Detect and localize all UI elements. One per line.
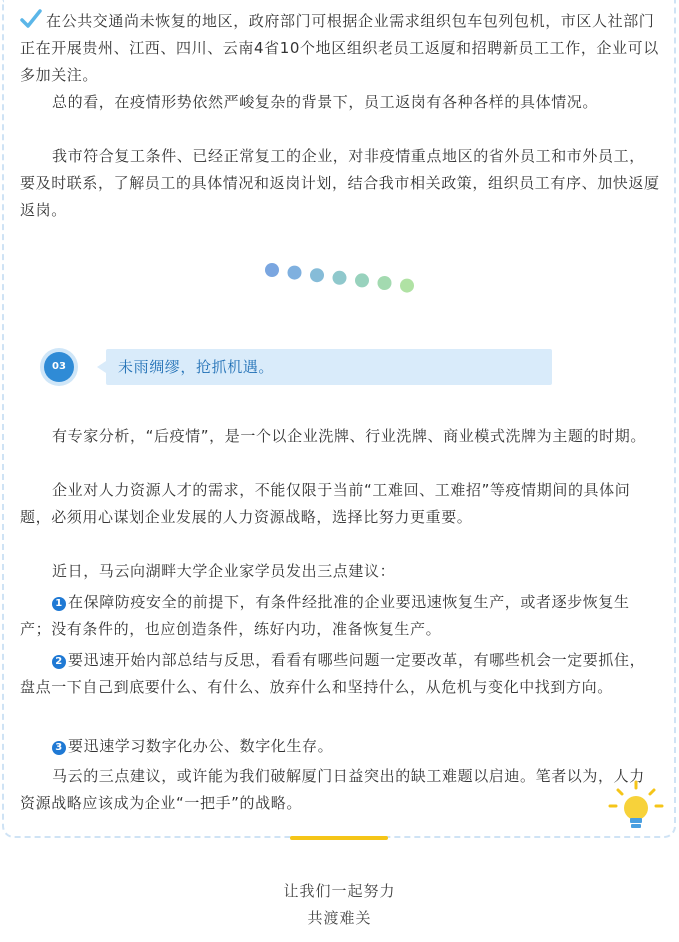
section-number: 03: [44, 352, 74, 382]
closing-line-1: 让我们一起努力: [283, 882, 396, 900]
advice-text-1: 在保障防疫安全的前提下，有条件经批准的企业要迅速恢复生产，或者逐步恢复生产；没有条件的，也应创造条件，练好内功，准备恢复生产。: [20, 593, 630, 638]
banner-arrow: [97, 361, 106, 373]
advice-item-3: [20, 733, 660, 760]
decorative-dot: [310, 268, 324, 282]
decorative-dots: [262, 258, 422, 298]
section-number-badge: [40, 348, 78, 386]
article-frame: [2, 0, 676, 838]
decorative-dot: [265, 263, 279, 277]
advice-number-3: 3: [52, 741, 66, 755]
advice-item-1: [20, 589, 660, 643]
advice-text-3: 要迅速学习数字化办公、数字化生存。: [68, 737, 334, 755]
paragraph-transport-text: 在公共交通尚未恢复的地区，政府部门可根据企业需求组织包车包列包机，市区人社部门正在开展贵州、江西、四川、云南4省10个地区组织老员工返厦和招聘新员工工作，企业可以多加关注。: [20, 12, 659, 84]
decorative-dot: [288, 266, 302, 280]
advice-text-2: 要迅速开始内部总结与反思，看看有哪些问题一定要改革，有哪些机会一定要抓住，盘点一下自己到底要什么、有什么、放弃什么和坚持什么，从危机与变化中找到方向。: [20, 651, 646, 696]
paragraph-demand: 企业对人力资源人才的需求，不能仅限于当前“工难回、工难招”等疫情期间的具体问题，必须用心谋划企业发展的人力资源战略，选择比努力更重要。: [20, 481, 631, 526]
decorative-dot: [400, 279, 414, 293]
checkmark-icon: [20, 9, 42, 29]
paragraph-summary: 总的看，在疫情形势依然严峻复杂的背景下，员工返岗有各种各样的具体情况。: [52, 93, 599, 111]
paragraph-conclusion: 马云的三点建议，或许能为我们破解厦门日益突出的缺工难题以启迪。笔者以为，人力资源战略应该成为企业“一把手”的战略。: [20, 767, 645, 812]
closing-line-2: 共渡难关: [307, 909, 372, 927]
paragraph-transport: [20, 8, 660, 89]
paragraph-advice-intro: 近日，马云向湖畔大学企业家学员发出三点建议：: [52, 562, 396, 580]
lightbulb-icon: [606, 778, 666, 838]
section-divider: [290, 836, 388, 840]
paragraph-policy: 我市符合复工条件、已经正常复工的企业，对非疫情重点地区的省外员工和市外员工，要及时联系，了解员工的具体情况和返岗计划，结合我市相关政策，组织员工有序、加快返厦返岗。: [20, 147, 660, 219]
decorative-dot: [355, 273, 369, 287]
section-title-banner: [106, 349, 552, 385]
decorative-dot: [333, 271, 347, 285]
decorative-dot: [378, 276, 392, 290]
paragraph-expert: 有专家分析，“后疫情”，是一个以企业洗牌、行业洗牌、商业模式洗牌为主题的时期。: [52, 427, 646, 445]
advice-number-1: 1: [52, 597, 66, 611]
advice-item-2: [20, 647, 660, 701]
section-title: 未雨绸缪，抢抓机遇。: [118, 358, 275, 376]
advice-number-2: 2: [52, 655, 66, 669]
